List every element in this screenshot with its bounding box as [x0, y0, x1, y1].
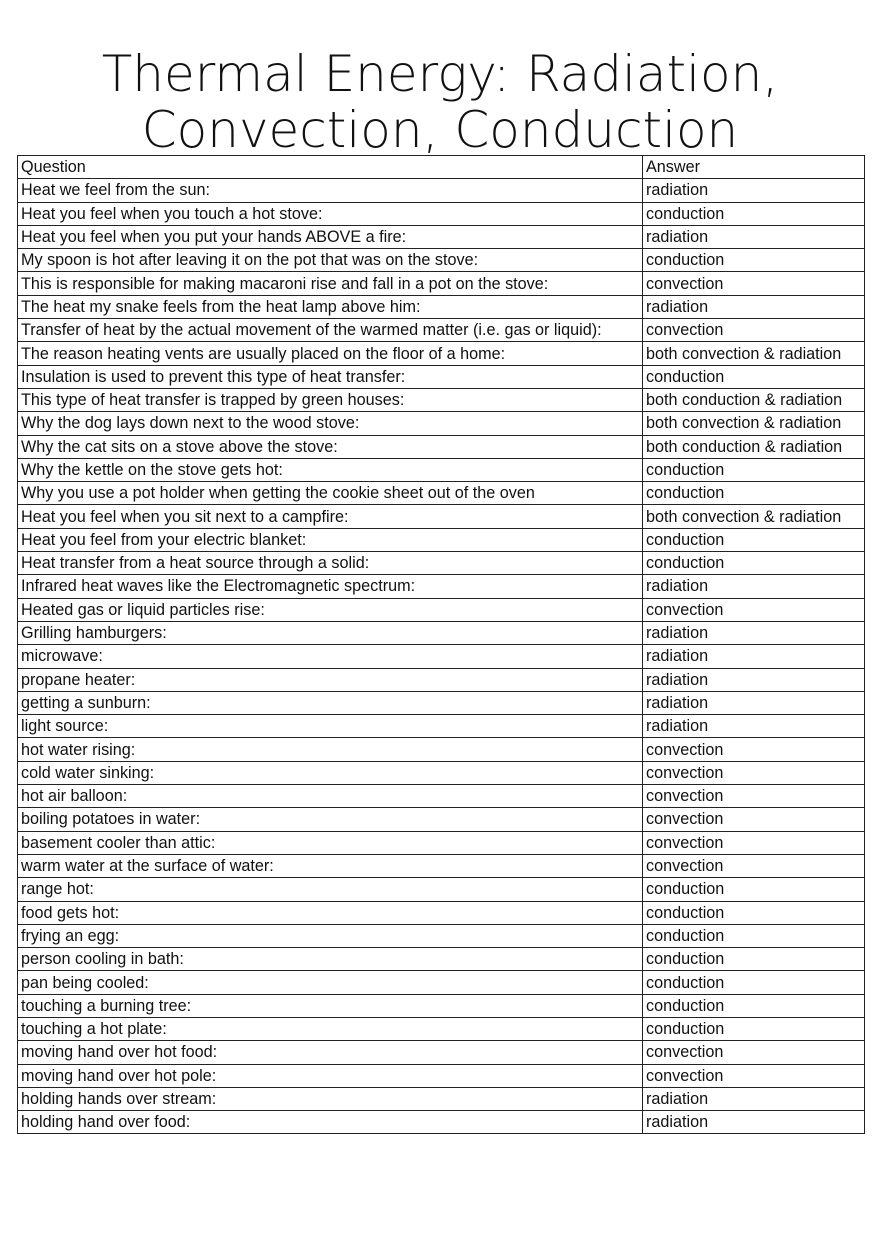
table-row [18, 179, 865, 202]
table-row [18, 388, 865, 411]
question-cell: The reason heating vents are usually placed on the floor of a home: [18, 342, 643, 365]
answer-cell: conduction [643, 901, 865, 924]
answer-cell: conduction [643, 202, 865, 225]
table-row [18, 901, 865, 924]
question-cell: This is responsible for making macaroni rise and fall in a pot on the stove: [18, 272, 643, 295]
table-row [18, 878, 865, 901]
answer-cell: radiation [643, 575, 865, 598]
table-row [18, 272, 865, 295]
question-cell: range hot: [18, 878, 643, 901]
table-header-row [18, 156, 865, 179]
table-row [18, 435, 865, 458]
table-row [18, 854, 865, 877]
table-row [18, 482, 865, 505]
question-cell: cold water sinking: [18, 761, 643, 784]
answer-cell: conduction [643, 365, 865, 388]
answer-cell: both convection & radiation [643, 505, 865, 528]
question-cell: pan being cooled: [18, 971, 643, 994]
question-cell: Heat transfer from a heat source through a solid: [18, 552, 643, 575]
question-cell: propane heater: [18, 668, 643, 691]
answer-cell: radiation [643, 225, 865, 248]
question-cell: The heat my snake feels from the heat lamp above him: [18, 295, 643, 318]
answer-cell: conduction [643, 971, 865, 994]
table-row [18, 668, 865, 691]
answer-cell: both conduction & radiation [643, 388, 865, 411]
answer-cell: convection [643, 831, 865, 854]
question-cell: frying an egg: [18, 924, 643, 947]
question-cell: light source: [18, 715, 643, 738]
table-row [18, 249, 865, 272]
answer-cell: convection [643, 272, 865, 295]
answer-cell: convection [643, 785, 865, 808]
answer-cell: both convection & radiation [643, 412, 865, 435]
table-row [18, 761, 865, 784]
table-row [18, 319, 865, 342]
table-row [18, 831, 865, 854]
answer-cell: convection [643, 854, 865, 877]
question-cell: Why the dog lays down next to the wood stove: [18, 412, 643, 435]
question-cell: Insulation is used to prevent this type of heat transfer: [18, 365, 643, 388]
table-row [18, 738, 865, 761]
question-cell: moving hand over hot pole: [18, 1064, 643, 1087]
table-row [18, 994, 865, 1017]
table-row [18, 715, 865, 738]
question-cell: My spoon is hot after leaving it on the pot that was on the stove: [18, 249, 643, 272]
table-row [18, 598, 865, 621]
answer-column-header: Answer [643, 156, 865, 179]
answer-cell: convection [643, 1064, 865, 1087]
question-cell: food gets hot: [18, 901, 643, 924]
question-cell: hot air balloon: [18, 785, 643, 808]
answer-cell: radiation [643, 1111, 865, 1134]
question-cell: Why you use a pot holder when getting the cookie sheet out of the oven [18, 482, 643, 505]
table-row [18, 365, 865, 388]
answer-cell: conduction [643, 528, 865, 551]
table-row [18, 528, 865, 551]
question-cell: hot water rising: [18, 738, 643, 761]
table-row [18, 225, 865, 248]
table-row [18, 948, 865, 971]
question-cell: basement cooler than attic: [18, 831, 643, 854]
table-row [18, 1111, 865, 1134]
answer-cell: conduction [643, 924, 865, 947]
question-cell: person cooling in bath: [18, 948, 643, 971]
question-cell: touching a hot plate: [18, 1017, 643, 1040]
page-title-line-1: Thermal Energy: Radiation, [101, 44, 779, 103]
answer-cell: conduction [643, 878, 865, 901]
page-title [0, 46, 880, 158]
question-cell: Grilling hamburgers: [18, 621, 643, 644]
table-row [18, 924, 865, 947]
answer-cell: conduction [643, 552, 865, 575]
question-cell: This type of heat transfer is trapped by green houses: [18, 388, 643, 411]
answer-cell: convection [643, 808, 865, 831]
answer-cell: conduction [643, 994, 865, 1017]
answer-cell: conduction [643, 458, 865, 481]
table-row [18, 785, 865, 808]
question-cell: Heat you feel when you sit next to a campfire: [18, 505, 643, 528]
answer-cell: convection [643, 1041, 865, 1064]
table-row [18, 1041, 865, 1064]
question-cell: Heat you feel when you touch a hot stove: [18, 202, 643, 225]
answer-cell: radiation [643, 715, 865, 738]
question-cell: Why the kettle on the stove gets hot: [18, 458, 643, 481]
answer-cell: radiation [643, 295, 865, 318]
answer-cell: conduction [643, 1017, 865, 1040]
question-cell: Heat we feel from the sun: [18, 179, 643, 202]
question-cell: Why the cat sits on a stove above the stove: [18, 435, 643, 458]
table-row [18, 645, 865, 668]
table-row [18, 621, 865, 644]
question-cell: moving hand over hot food: [18, 1041, 643, 1064]
question-answer-table [17, 155, 865, 1134]
table-row [18, 458, 865, 481]
question-cell: holding hands over stream: [18, 1087, 643, 1110]
answer-cell: radiation [643, 1087, 865, 1110]
question-cell: warm water at the surface of water: [18, 854, 643, 877]
answer-cell: both conduction & radiation [643, 435, 865, 458]
question-cell: touching a burning tree: [18, 994, 643, 1017]
answer-cell: radiation [643, 691, 865, 714]
answer-cell: radiation [643, 179, 865, 202]
table-row [18, 342, 865, 365]
question-cell: holding hand over food: [18, 1111, 643, 1134]
answer-cell: convection [643, 319, 865, 342]
table-row [18, 808, 865, 831]
question-cell: Heated gas or liquid particles rise: [18, 598, 643, 621]
table-row [18, 575, 865, 598]
table-row [18, 412, 865, 435]
table-body [18, 179, 865, 1134]
question-cell: boiling potatoes in water: [18, 808, 643, 831]
table-row [18, 552, 865, 575]
question-cell: Infrared heat waves like the Electromagnetic spectrum: [18, 575, 643, 598]
question-cell: Transfer of heat by the actual movement of the warmed matter (i.e. gas or liquid): [18, 319, 643, 342]
answer-cell: conduction [643, 948, 865, 971]
table-row [18, 1017, 865, 1040]
table-row [18, 1064, 865, 1087]
table-row [18, 691, 865, 714]
question-cell: Heat you feel when you put your hands ABOVE a fire: [18, 225, 643, 248]
table-row [18, 202, 865, 225]
answer-cell: radiation [643, 645, 865, 668]
answer-cell: convection [643, 761, 865, 784]
question-cell: Heat you feel from your electric blanket: [18, 528, 643, 551]
question-column-header: Question [18, 156, 643, 179]
table-row [18, 1087, 865, 1110]
page-title-line-2: Convection, Conduction [141, 100, 739, 159]
table-row [18, 295, 865, 318]
table-row [18, 505, 865, 528]
answer-cell: conduction [643, 249, 865, 272]
answer-cell: convection [643, 598, 865, 621]
answer-cell: radiation [643, 621, 865, 644]
question-cell: microwave: [18, 645, 643, 668]
table-row [18, 971, 865, 994]
answer-cell: both convection & radiation [643, 342, 865, 365]
answer-cell: conduction [643, 482, 865, 505]
question-cell: getting a sunburn: [18, 691, 643, 714]
answer-cell: radiation [643, 668, 865, 691]
answer-cell: convection [643, 738, 865, 761]
